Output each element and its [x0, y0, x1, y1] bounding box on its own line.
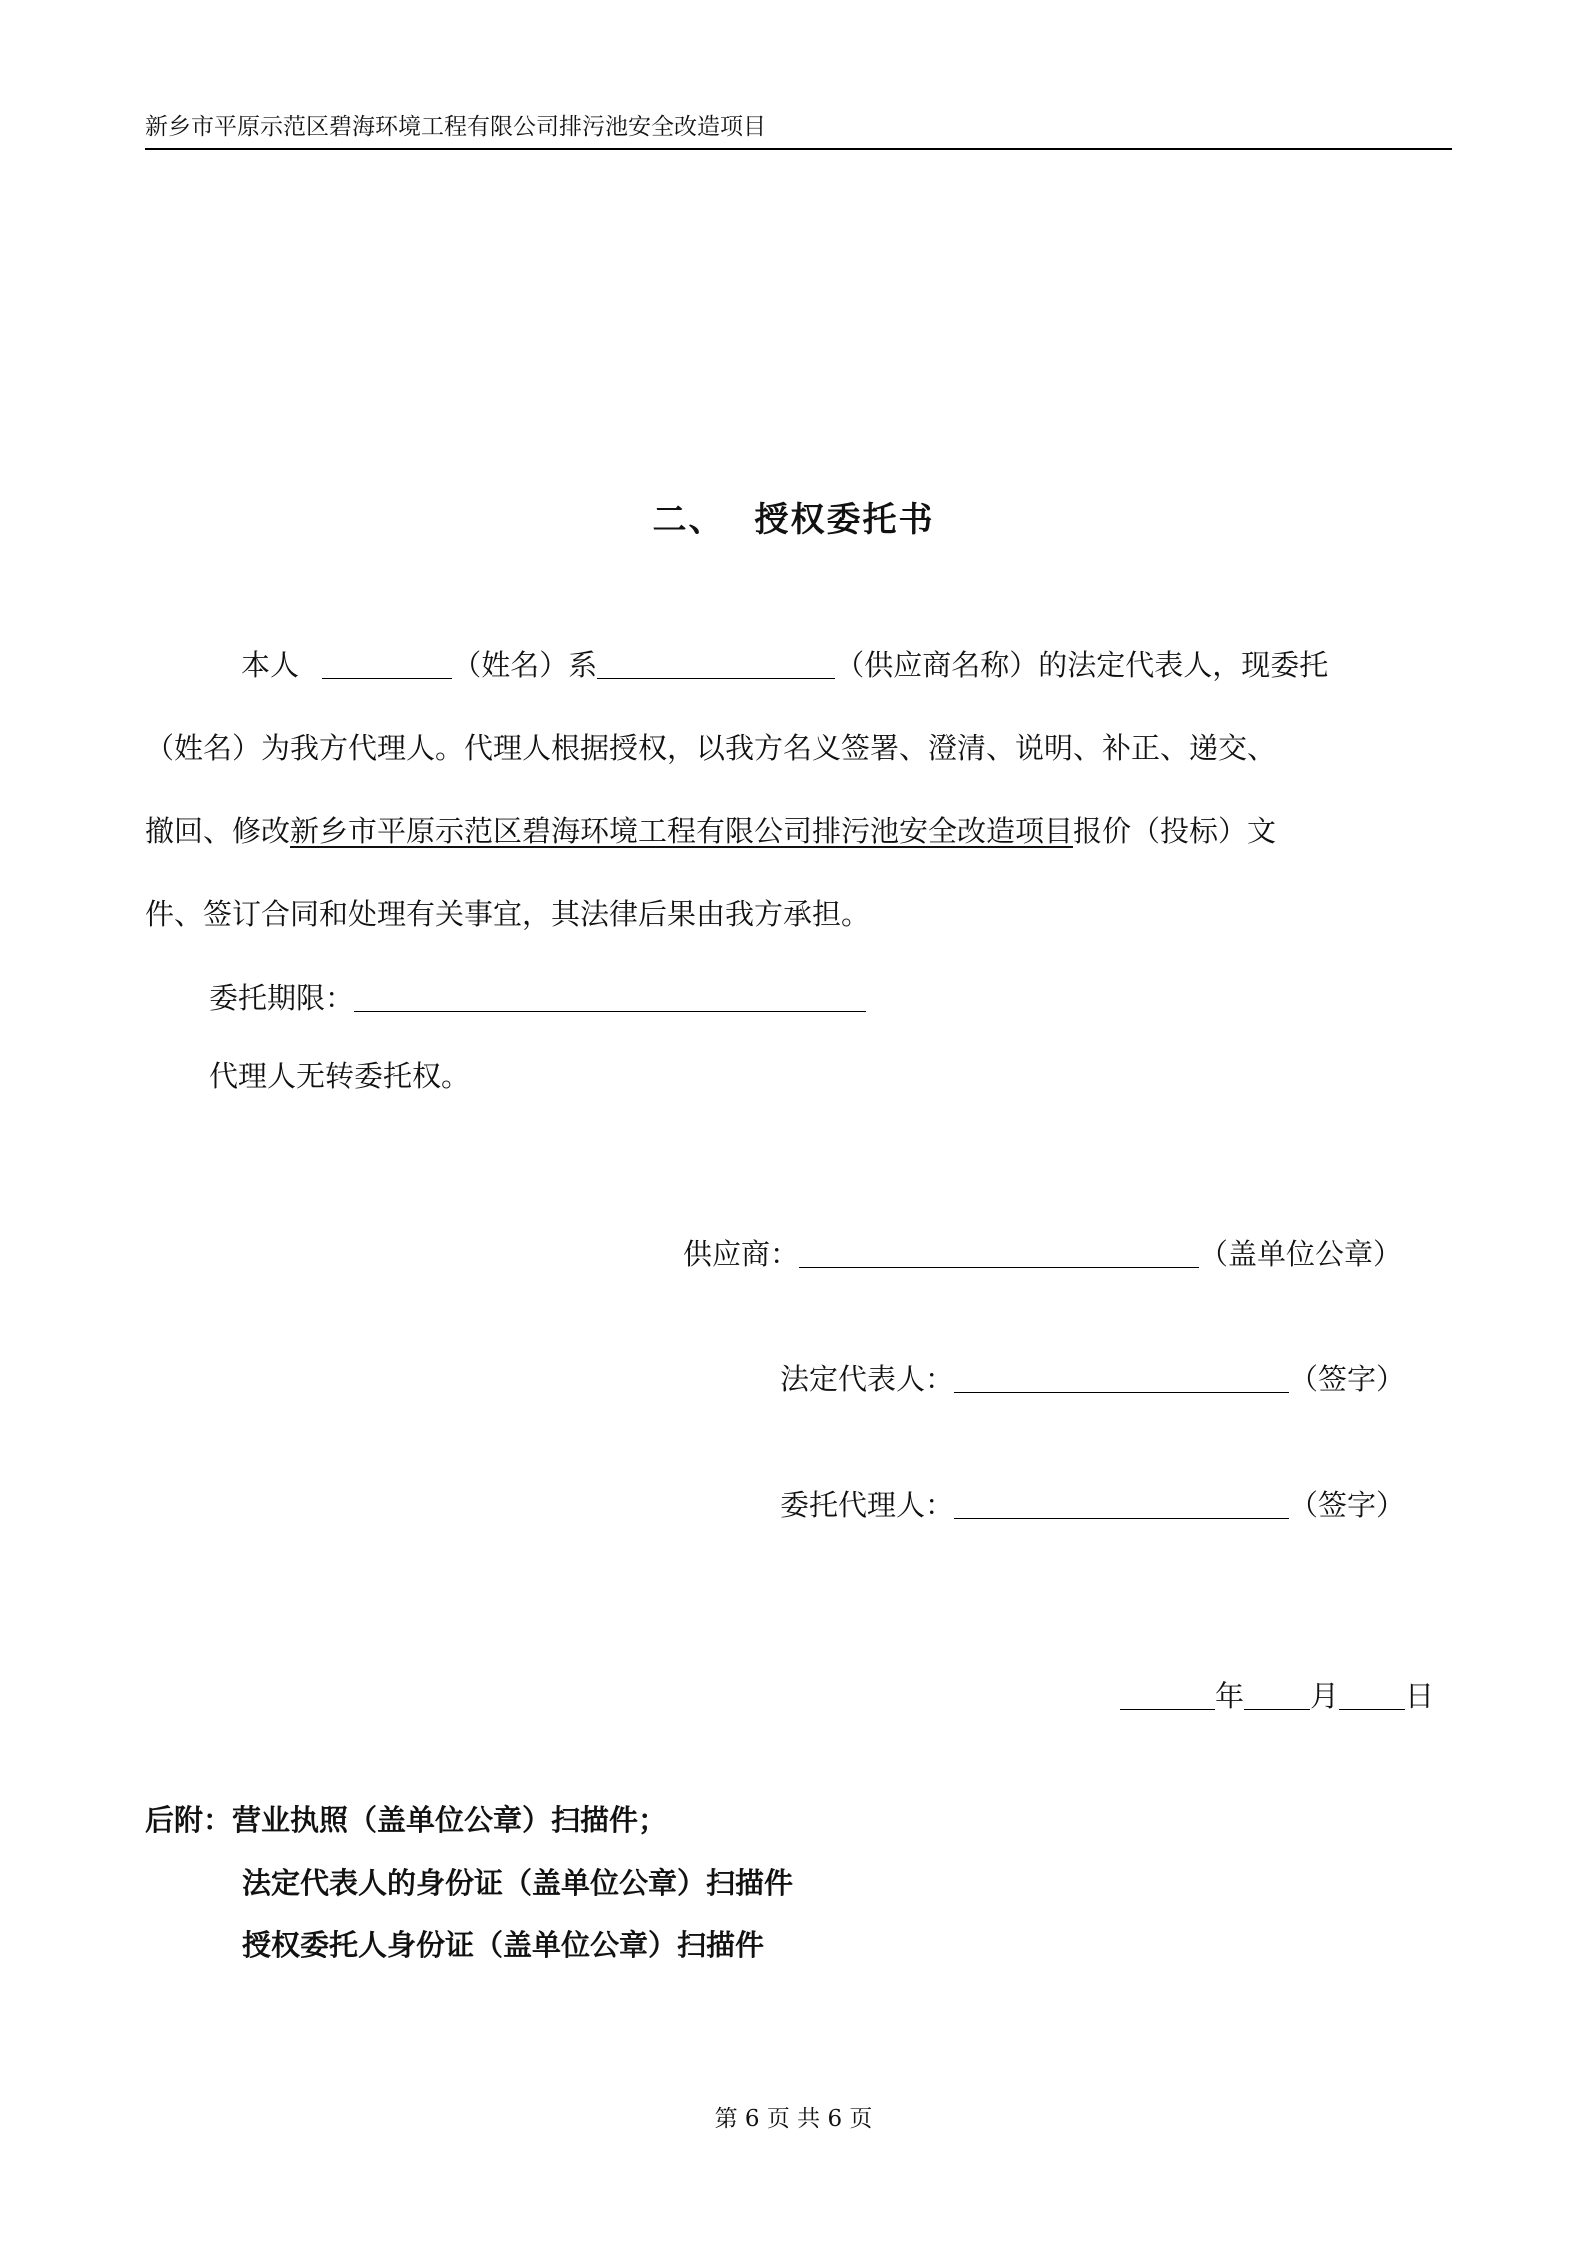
header-text: 新乡市平原示范区碧海环境工程有限公司排污池安全改造项目 — [145, 114, 766, 140]
line3-suffix: 报价（投标）文 — [1073, 814, 1277, 848]
title-text: 授权委托书 — [754, 500, 935, 540]
paragraph-line-1 — [145, 624, 1445, 707]
principal-label: 本人 — [241, 648, 300, 682]
legal-rep-signature-line — [780, 1359, 1405, 1399]
term-blank — [354, 981, 866, 1012]
supplier-note: （供应商名称）的法定代表人，现委托 — [835, 648, 1329, 682]
attachments-label: 后附： — [145, 1803, 233, 1837]
date-line — [1120, 1676, 1434, 1716]
authorization-paragraph — [145, 624, 1445, 956]
no-subdelegate-text: 代理人无转委托权。 — [209, 1059, 471, 1093]
attachment-text-2: 法定代表人的身份证（盖单位公章）扫描件 — [242, 1866, 794, 1900]
page-header — [145, 112, 1452, 150]
year-blank — [1120, 1679, 1215, 1710]
name-note: （姓名）系 — [452, 648, 598, 682]
term-label: 委托期限： — [209, 981, 355, 1015]
paragraph-line-3 — [145, 790, 1445, 873]
attachment-item-2 — [242, 1863, 793, 1903]
attachment-text-3: 授权委托人身份证（盖单位公章）扫描件 — [242, 1928, 765, 1962]
month-blank — [1244, 1679, 1310, 1710]
project-name: 新乡市平原示范区碧海环境工程有限公司排污池安全改造项目 — [290, 814, 1074, 848]
agent-blank — [954, 1488, 1289, 1519]
supplier-label: 供应商： — [683, 1237, 800, 1271]
legal-rep-blank — [954, 1362, 1289, 1393]
attachment-item-1 — [145, 1800, 667, 1840]
paragraph-line-2: （姓名）为我方代理人。代理人根据授权，以我方名义签署、澄清、说明、补正、递交、 — [145, 731, 1277, 765]
supplier-seal-note: （盖单位公章） — [1199, 1237, 1403, 1271]
agent-label: 委托代理人： — [780, 1488, 955, 1522]
page-number: 第 6 页 共 6 页 — [714, 2106, 873, 2132]
title-number: 二、 — [652, 500, 725, 540]
no-subdelegate-line — [209, 1056, 470, 1096]
day-label: 日 — [1405, 1679, 1435, 1713]
month-label: 月 — [1310, 1679, 1340, 1713]
supplier-name-blank — [597, 648, 835, 679]
supplier-seal-blank — [799, 1237, 1199, 1268]
supplier-signature-line — [683, 1234, 1402, 1274]
line3-prefix: 撤回、修改 — [145, 814, 291, 848]
agent-signature-line — [780, 1485, 1405, 1525]
legal-rep-note: （签字） — [1289, 1362, 1406, 1396]
paragraph-line-4: 件、签订合同和处理有关事宜，其法律后果由我方承担。 — [145, 897, 871, 931]
year-label: 年 — [1215, 1679, 1245, 1713]
agent-note: （签字） — [1289, 1488, 1406, 1522]
term-line — [209, 978, 866, 1018]
legal-rep-label: 法定代表人： — [780, 1362, 955, 1396]
principal-name-blank — [322, 648, 452, 679]
document-title — [0, 492, 1587, 541]
attachment-item-3 — [242, 1925, 764, 1965]
page-footer — [0, 2100, 1587, 2133]
attachment-text-1: 营业执照（盖单位公章）扫描件； — [232, 1803, 668, 1837]
day-blank — [1339, 1679, 1405, 1710]
